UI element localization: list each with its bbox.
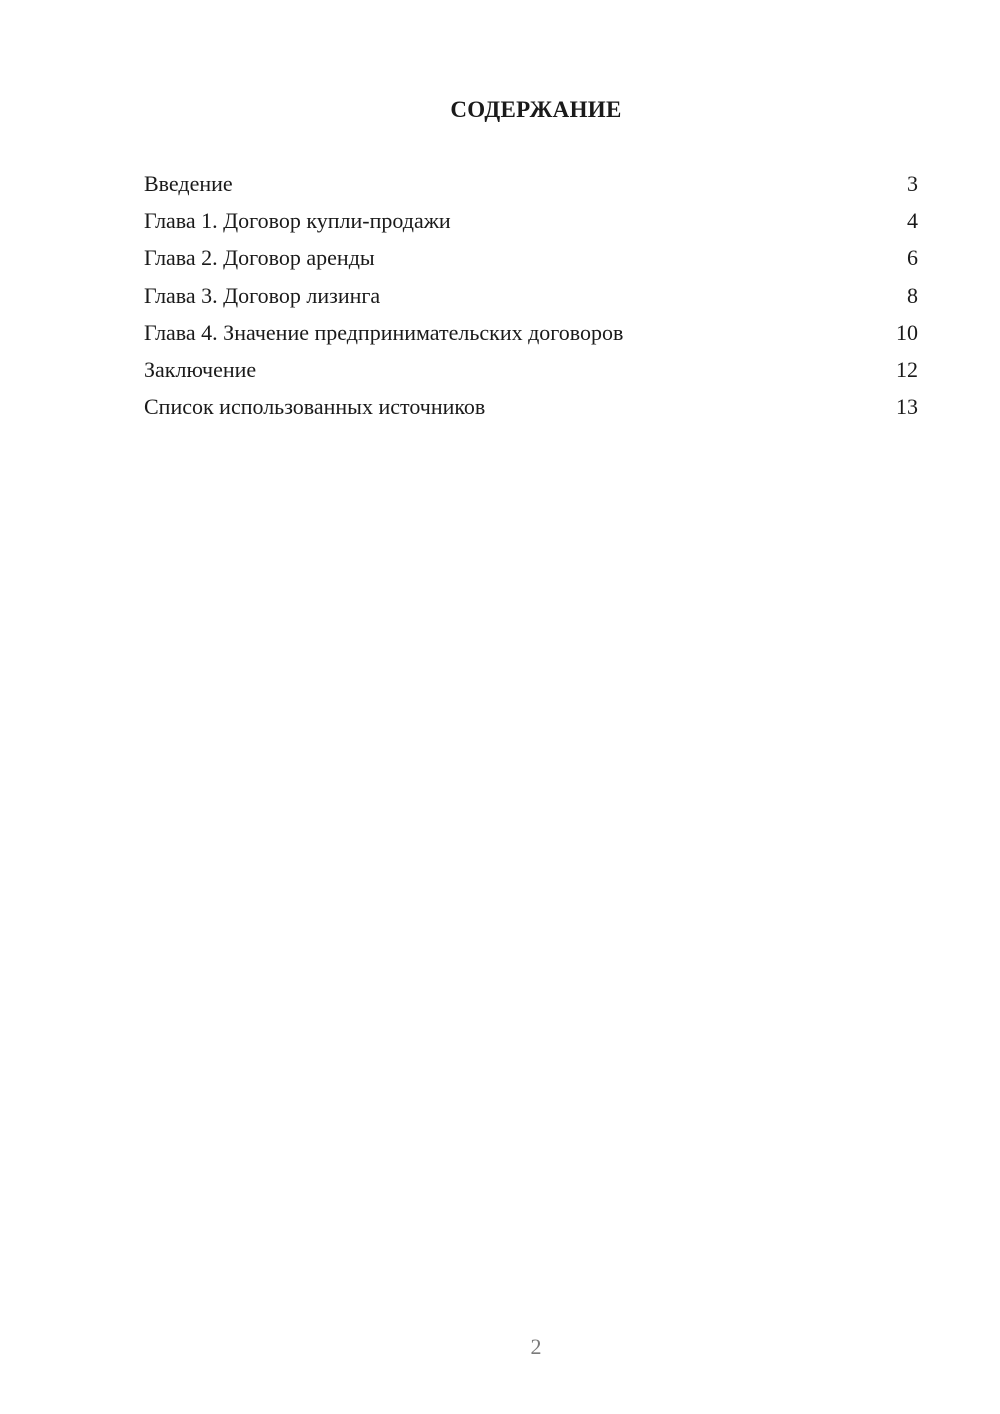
toc-entry-label: Глава 1. Договор купли-продажи <box>144 208 451 234</box>
toc-entry-references <box>144 393 918 430</box>
toc-entry-label: Глава 2. Договор аренды <box>144 245 375 271</box>
table-of-contents <box>144 170 918 430</box>
toc-entry-page: 4 <box>907 208 918 234</box>
toc-entry-page: 13 <box>896 394 918 420</box>
toc-entry-label: Глава 3. Договор лизинга <box>144 282 381 308</box>
toc-entry-label: Заключение <box>144 356 257 382</box>
toc-entry-label: Введение <box>144 171 233 196</box>
toc-entry-chapter-1 <box>144 207 918 244</box>
toc-entry-page: 3 <box>907 171 918 196</box>
toc-entry-page: 8 <box>907 282 918 308</box>
toc-entry-introduction <box>144 170 918 207</box>
page-number: 2 <box>530 1334 542 1359</box>
toc-entry-page: 6 <box>907 245 918 271</box>
toc-entry-page: 12 <box>896 356 918 382</box>
toc-entry-label: Глава 4. Значение предпринимательских договоров <box>144 319 624 345</box>
toc-title: СОДЕРЖАНИЕ <box>450 97 622 122</box>
toc-entry-chapter-4 <box>144 319 918 356</box>
toc-entry-chapter-3 <box>144 282 918 319</box>
toc-entry-conclusion <box>144 356 918 393</box>
toc-entry-chapter-2 <box>144 244 918 281</box>
toc-entry-label: Список использованных источников <box>144 394 486 420</box>
toc-entry-page: 10 <box>896 319 918 345</box>
